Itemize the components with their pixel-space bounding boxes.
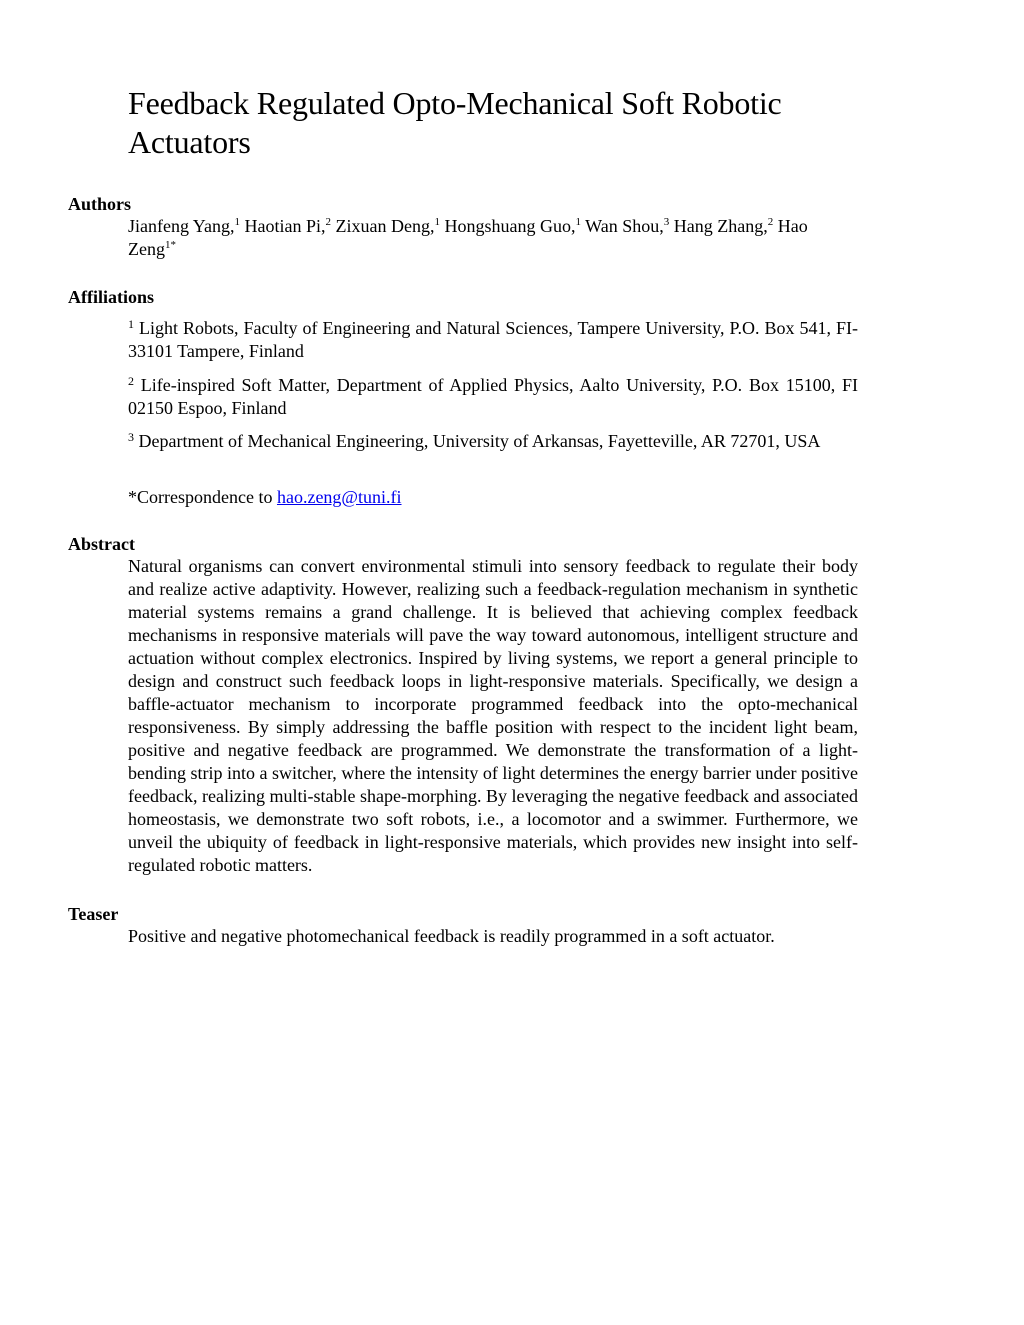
author-affiliation-mark: 3: [663, 216, 670, 228]
affiliation-number: 1: [128, 317, 134, 331]
abstract-text: Natural organisms can convert environmental stimuli into sensory feedback to regulate their body and realize active adaptivity. However, realizing such a feedback-regulation mechanism in synthetic material systems remains a grand challenge. It is believed that achieving complex feedback mechanisms in responsive materials will pave the way toward autonomous, intelligent structure and actuation without complex electronics. Inspired by living systems, we report a general principle to design and construct such feedback loops in light-responsive materials. Specifically, we design a baffle-actuator mechanism to incorporate programmed feedback into the opto-mechanical responsiveness. By simply addressing the baffle position with respect to the incident light beam, positive and negative feedback are programmed. We demonstrate the transformation of a light-bending strip into a switcher, where the intensity of light determines the energy barrier under positive feedback, realizing multi-stable shape-morphing. By leveraging the negative feedback and associated homeostasis, we demonstrate two soft robots, i.e., a locomotor and a swimmer. Furthermore, we unveil the ubiquity of feedback in light-responsive materials, which provides new insight into self-regulated robotic matters.: [128, 556, 858, 875]
author-affiliation-mark: 2: [325, 216, 331, 228]
author-name: Jianfeng Yang,: [128, 216, 235, 236]
author-affiliation-mark: 1: [234, 216, 240, 228]
affiliation-item: [128, 317, 858, 363]
correspondence-prefix: *Correspondence to: [128, 487, 277, 507]
author-name: Haotian Pi,: [244, 216, 326, 236]
author-list: [128, 215, 858, 261]
author-name: Hao Zeng: [128, 216, 808, 259]
affiliation-number: 3: [128, 430, 134, 444]
author-affiliation-mark: 1*: [164, 239, 176, 251]
author-name: Zixuan Deng,: [335, 216, 435, 236]
paper-title: Feedback Regulated Opto-Mechanical Soft Robotic Actuators: [128, 85, 782, 160]
author-name: Hang Zhang,: [673, 216, 768, 236]
author-affiliation-mark: 1: [434, 216, 440, 228]
affiliation-number: 2: [128, 374, 134, 388]
correspondence: [128, 486, 858, 509]
correspondence-email-link[interactable]: hao.zeng@tuni.fi: [276, 487, 402, 507]
affiliations-heading: Affiliations: [68, 287, 155, 307]
authors-heading: Authors: [68, 194, 132, 214]
teaser-heading: Teaser: [68, 904, 119, 924]
affiliation-item: [128, 374, 858, 420]
author-name: Wan Shou,: [585, 216, 664, 236]
author-affiliation-mark: 2: [767, 216, 774, 228]
author-affiliation-mark: 1: [575, 216, 581, 228]
affiliation-text: Light Robots, Faculty of Engineering and Natural Sciences, Tampere University, P.O. Box 541, FI-33101 Tampere, Finland: [128, 318, 859, 361]
affiliation-text: Life-inspired Soft Matter, Department of Applied Physics, Aalto University, P.O. Box 15100, FI 02150 Espoo, Finland: [128, 375, 858, 418]
author-name: Hongshuang Guo,: [444, 216, 576, 236]
affiliation-text: Department of Mechanical Engineering, University of Arkansas, Fayetteville, AR 72701, USA: [138, 431, 821, 451]
abstract-heading: Abstract: [68, 534, 135, 554]
affiliation-item: [128, 430, 858, 453]
teaser-text: Positive and negative photomechanical feedback is readily programmed in a soft actuator.: [128, 926, 775, 946]
